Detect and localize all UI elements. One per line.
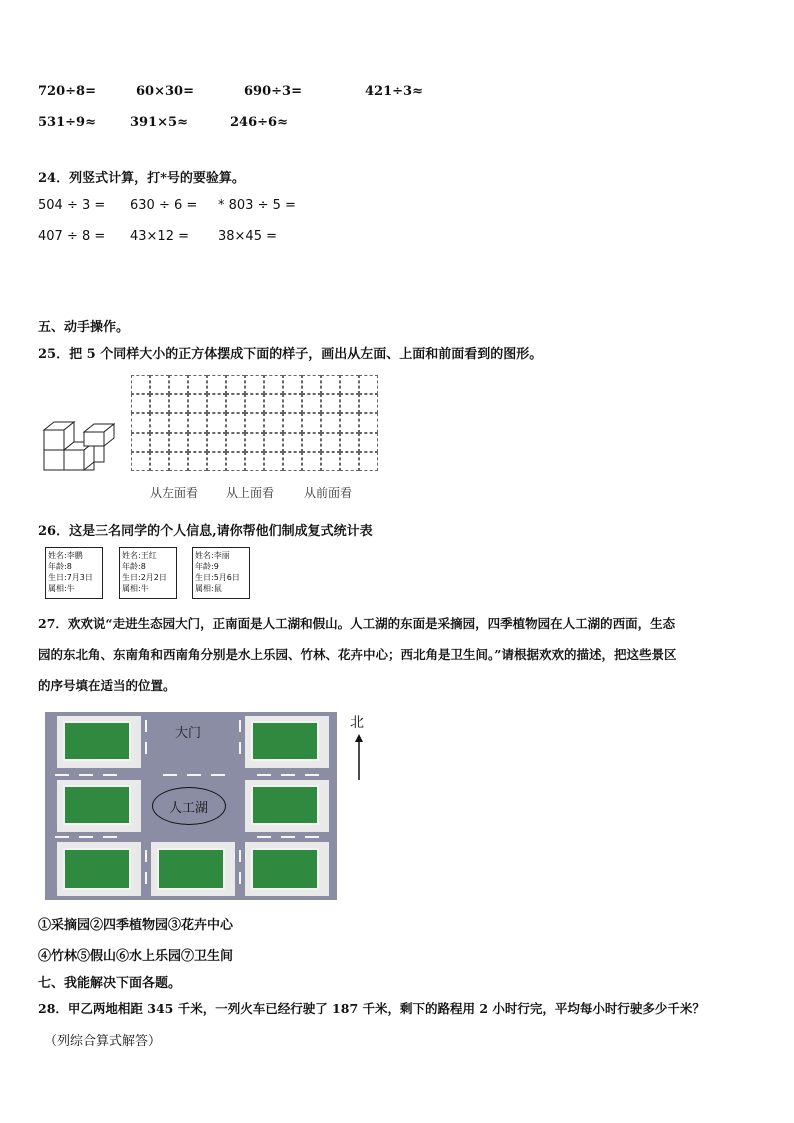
grid-cell	[264, 452, 283, 471]
park-map	[45, 712, 337, 900]
grid-cell	[302, 452, 321, 471]
question-text: 27．欢欢说“走进生态园大门，正南面是人工湖和假山。人工湖的东面是采摘园，四季植物园在人工湖的西面，生态	[38, 616, 676, 631]
calc-item: 630 ÷ 6 =	[130, 198, 198, 213]
question-text: 28．甲乙两地相距 345 千米，一列火车已经行驶了 187 千米，剩下的路程用 2 小时行完，平均每小时行驶多少千米？	[38, 1001, 705, 1016]
north-arrow-icon	[353, 734, 365, 782]
map-lawn-sw	[63, 848, 131, 890]
map-lawn-nw	[63, 721, 131, 761]
grid-cell	[207, 394, 226, 413]
grid-cell	[302, 433, 321, 452]
calc-item: 407 ÷ 8 =	[38, 229, 106, 244]
grid-cell	[283, 433, 302, 452]
section-heading: 五、动手操作。	[38, 320, 130, 335]
question-note: （列综合算式解答）	[44, 1034, 162, 1049]
grid-cell	[226, 452, 245, 471]
grid-cell	[359, 413, 378, 432]
grid-cell	[321, 375, 340, 394]
calc-item: 690÷3=	[244, 84, 302, 99]
grid-cell	[131, 413, 150, 432]
grid-cell	[131, 375, 150, 394]
grid-cell	[245, 433, 264, 452]
question-text: 的序号填在适当的位置。	[38, 678, 176, 693]
question-title: 25．把 5 个同样大小的正方体摆成下面的样子，画出从左面、上面和前面看到的图形。	[38, 347, 543, 362]
map-lake-label: 人工湖	[169, 801, 209, 816]
grid-cell	[359, 452, 378, 471]
grid-cell	[302, 375, 321, 394]
card-age: 年龄:8	[48, 562, 72, 571]
grid-cell	[264, 394, 283, 413]
info-card	[45, 547, 103, 599]
grid-cell	[150, 433, 169, 452]
grid-cell	[169, 375, 188, 394]
grid-cell	[188, 452, 207, 471]
view-label-top: 从上面看	[226, 486, 275, 500]
calc-item: 504 ÷ 3 =	[38, 198, 106, 213]
calc-item: 246÷6≈	[230, 115, 288, 130]
card-birthday: 生日:2月2日	[122, 573, 167, 582]
map-lawn-s	[157, 848, 225, 890]
calc-item: 421÷3≈	[365, 84, 423, 99]
grid-cell	[359, 433, 378, 452]
grid-cell	[245, 394, 264, 413]
view-label-left: 从左面看	[150, 486, 199, 500]
grid-cell	[169, 433, 188, 452]
grid-cell	[188, 413, 207, 432]
card-zodiac: 属相:牛	[122, 584, 149, 593]
grid-cell	[131, 452, 150, 471]
calc-item: 531÷9≈	[38, 115, 96, 130]
cube-stack-figure	[42, 420, 116, 474]
grid-cell	[245, 375, 264, 394]
grid-cell	[226, 413, 245, 432]
grid-cell	[150, 452, 169, 471]
north-label: 北	[350, 715, 364, 731]
map-lawn-e	[251, 785, 319, 825]
card-zodiac: 属相:牛	[48, 584, 75, 593]
grid-cell	[264, 413, 283, 432]
grid-cell	[188, 375, 207, 394]
grid-cell	[283, 375, 302, 394]
grid-cell	[340, 375, 359, 394]
grid-cell	[207, 375, 226, 394]
card-zodiac: 属相:鼠	[195, 584, 222, 593]
grid-cell	[283, 394, 302, 413]
grid-cell	[340, 433, 359, 452]
card-age: 年龄:9	[195, 562, 219, 571]
grid-cell	[169, 394, 188, 413]
grid-cell	[169, 452, 188, 471]
grid-cell	[150, 394, 169, 413]
calc-item: 720÷8=	[38, 84, 96, 99]
grid-cell	[264, 433, 283, 452]
map-lawn-se	[251, 848, 319, 890]
grid-cell	[226, 394, 245, 413]
question-title: 24．列竖式计算，打*号的要验算。	[38, 171, 245, 186]
calc-item: 38×45 =	[218, 229, 278, 244]
map-lawn-w	[63, 785, 131, 825]
grid-cell	[283, 413, 302, 432]
grid-cell	[150, 375, 169, 394]
grid-cell	[359, 375, 378, 394]
grid-cell	[340, 413, 359, 432]
grid-cell	[340, 394, 359, 413]
card-age: 年龄:8	[122, 562, 146, 571]
grid-cell	[131, 394, 150, 413]
grid-cell	[321, 433, 340, 452]
calc-item: 391×5≈	[130, 115, 188, 130]
grid-cell	[302, 413, 321, 432]
section-heading: 七、我能解决下面各题。	[38, 976, 182, 991]
grid-cell	[226, 375, 245, 394]
grid-cell	[150, 413, 169, 432]
question-text: 园的东北角、东南角和西南角分别是水上乐园、竹林、花卉中心；西北角是卫生间。”请根据欢欢的描述，把这些景区	[38, 647, 677, 662]
calc-item: 60×30=	[136, 84, 194, 99]
options-line: ①采摘园②四季植物园③花卉中心	[38, 918, 234, 933]
grid-cell	[321, 394, 340, 413]
card-name: 姓名:王红	[122, 551, 157, 560]
map-lawn-ne	[251, 721, 319, 761]
grid-cell	[321, 452, 340, 471]
grid-cell	[169, 413, 188, 432]
grid-cell	[188, 433, 207, 452]
grid-cell	[283, 452, 302, 471]
card-birthday: 生日:5月6日	[195, 573, 240, 582]
dashed-grid	[131, 375, 378, 471]
grid-cell	[302, 394, 321, 413]
grid-cell	[245, 413, 264, 432]
card-name: 姓名:李丽	[195, 551, 230, 560]
info-card	[192, 547, 250, 599]
grid-cell	[321, 413, 340, 432]
grid-cell	[359, 394, 378, 413]
info-card	[119, 547, 177, 599]
view-label-front: 从前面看	[304, 486, 353, 500]
question-title: 26．这是三名同学的个人信息,请你帮他们制成复式统计表	[38, 524, 373, 539]
calc-item: 43×12 =	[130, 229, 190, 244]
map-gate-label: 大门	[175, 726, 202, 741]
grid-cell	[207, 433, 226, 452]
grid-cell	[131, 433, 150, 452]
grid-cell	[188, 394, 207, 413]
card-name: 姓名:李鹏	[48, 551, 83, 560]
grid-cell	[264, 375, 283, 394]
grid-cell	[245, 452, 264, 471]
calc-item: * 803 ÷ 5 =	[218, 198, 296, 213]
options-line: ④竹林⑤假山⑥水上乐园⑦卫生间	[38, 949, 234, 964]
grid-cell	[207, 413, 226, 432]
grid-cell	[340, 452, 359, 471]
card-birthday: 生日:7月3日	[48, 573, 93, 582]
grid-cell	[226, 433, 245, 452]
grid-cell	[207, 452, 226, 471]
